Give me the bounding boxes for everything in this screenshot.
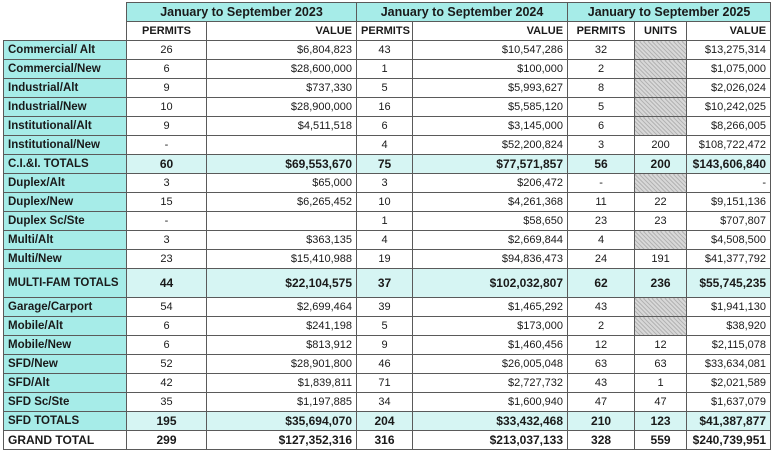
permits-2025-cell: 2 <box>568 60 635 79</box>
permits-2024-cell: 39 <box>357 298 413 317</box>
table-row <box>4 60 771 79</box>
permits-2025-cell: 24 <box>568 250 635 269</box>
value-2023-cell: $737,330 <box>207 79 357 98</box>
row-label: Mobile/New <box>4 336 127 355</box>
value-2023-header: VALUE <box>207 22 357 41</box>
permits-2024-cell: 34 <box>357 393 413 412</box>
value-2025-cell: $9,151,136 <box>687 193 771 212</box>
totals-row <box>4 412 771 431</box>
value-2023-cell: $28,900,000 <box>207 98 357 117</box>
value-2025-cell: $707,807 <box>687 212 771 231</box>
value-2025-cell: $2,026,024 <box>687 79 771 98</box>
totals-row <box>4 155 771 174</box>
permits-2025-cell: 56 <box>568 155 635 174</box>
permits-2023-cell: 42 <box>127 374 207 393</box>
permits-2023-cell: - <box>127 136 207 155</box>
units-2025-cell <box>635 98 687 117</box>
units-2025-cell: 63 <box>635 355 687 374</box>
table-row <box>4 193 771 212</box>
units-2025-cell <box>635 117 687 136</box>
permits-2025-cell: 12 <box>568 336 635 355</box>
permits-2024-cell: 43 <box>357 41 413 60</box>
units-2025-header: UNITS <box>635 22 687 41</box>
table-body <box>4 41 771 450</box>
units-2025-cell: 123 <box>635 412 687 431</box>
table-row <box>4 231 771 250</box>
permits-2024-cell: 6 <box>357 117 413 136</box>
permits-2025-cell: 328 <box>568 431 635 450</box>
value-2025-cell: $2,021,589 <box>687 374 771 393</box>
row-label: Commercial/ Alt <box>4 41 127 60</box>
row-label: MULTI-FAM TOTALS <box>4 269 127 298</box>
row-label: SFD/Alt <box>4 374 127 393</box>
permits-2024-cell: 316 <box>357 431 413 450</box>
units-2025-cell: 12 <box>635 336 687 355</box>
value-2025-cell: $33,634,081 <box>687 355 771 374</box>
permits-2023-cell: 26 <box>127 41 207 60</box>
value-2023-cell: $35,694,070 <box>207 412 357 431</box>
table-row <box>4 212 771 231</box>
permits-2025-cell: 11 <box>568 193 635 212</box>
corner-cell <box>4 22 127 41</box>
table-row <box>4 79 771 98</box>
permits-2024-cell: 4 <box>357 136 413 155</box>
permits-2024-cell: 46 <box>357 355 413 374</box>
value-2024-header: VALUE <box>413 22 568 41</box>
permits-2025-cell: 63 <box>568 355 635 374</box>
table-row <box>4 174 771 193</box>
permits-2023-cell: 23 <box>127 250 207 269</box>
period-2025-header: January to September 2025 <box>568 3 771 22</box>
table-row <box>4 41 771 60</box>
permits-2025-cell: 43 <box>568 374 635 393</box>
value-2024-cell: $173,000 <box>413 317 568 336</box>
permits-2023-cell: 6 <box>127 317 207 336</box>
value-2024-cell: $4,261,368 <box>413 193 568 212</box>
period-header-row <box>4 3 771 22</box>
table-row <box>4 136 771 155</box>
permits-2024-cell: 3 <box>357 174 413 193</box>
permits-2023-header: PERMITS <box>127 22 207 41</box>
permits-2025-cell: 8 <box>568 79 635 98</box>
row-label: Industrial/Alt <box>4 79 127 98</box>
row-label: SFD Sc/Ste <box>4 393 127 412</box>
value-2025-cell: $38,920 <box>687 317 771 336</box>
value-2024-cell: $1,460,456 <box>413 336 568 355</box>
value-2025-cell: $1,941,130 <box>687 298 771 317</box>
column-header-row <box>4 22 771 41</box>
value-2024-cell: $2,727,732 <box>413 374 568 393</box>
units-2025-cell: 1 <box>635 374 687 393</box>
permits-2024-cell: 71 <box>357 374 413 393</box>
units-2025-cell: 22 <box>635 193 687 212</box>
value-2024-cell: $52,200,824 <box>413 136 568 155</box>
value-2024-cell: $100,000 <box>413 60 568 79</box>
permits-2024-cell: 1 <box>357 212 413 231</box>
permits-2025-cell: 23 <box>568 212 635 231</box>
row-label: Duplex Sc/Ste <box>4 212 127 231</box>
value-2023-cell: $22,104,575 <box>207 269 357 298</box>
table-row <box>4 336 771 355</box>
table-row <box>4 117 771 136</box>
permits-table <box>3 2 771 450</box>
value-2023-cell: $28,901,800 <box>207 355 357 374</box>
row-label: Industrial/New <box>4 98 127 117</box>
permits-2023-cell: 6 <box>127 60 207 79</box>
value-2025-cell: $41,387,877 <box>687 412 771 431</box>
row-label: Institutional/New <box>4 136 127 155</box>
value-2025-cell: $108,722,472 <box>687 136 771 155</box>
value-2025-cell: $240,739,951 <box>687 431 771 450</box>
permits-2023-cell: - <box>127 212 207 231</box>
value-2024-cell: $10,547,286 <box>413 41 568 60</box>
value-2025-cell: - <box>687 174 771 193</box>
value-2024-cell: $3,145,000 <box>413 117 568 136</box>
value-2023-cell: $65,000 <box>207 174 357 193</box>
units-2025-cell: 236 <box>635 269 687 298</box>
permits-2025-cell: 5 <box>568 98 635 117</box>
permits-2025-cell: 43 <box>568 298 635 317</box>
value-2023-cell <box>207 136 357 155</box>
permits-2023-cell: 44 <box>127 269 207 298</box>
value-2024-cell: $5,993,627 <box>413 79 568 98</box>
value-2023-cell: $363,135 <box>207 231 357 250</box>
value-2024-cell: $94,836,473 <box>413 250 568 269</box>
table-row <box>4 250 771 269</box>
value-2025-cell: $13,275,314 <box>687 41 771 60</box>
value-2024-cell: $26,005,048 <box>413 355 568 374</box>
permits-2024-cell: 16 <box>357 98 413 117</box>
permits-2023-cell: 52 <box>127 355 207 374</box>
units-2025-cell: 23 <box>635 212 687 231</box>
row-label: SFD/New <box>4 355 127 374</box>
value-2025-cell: $55,745,235 <box>687 269 771 298</box>
permits-2023-cell: 15 <box>127 193 207 212</box>
permits-2023-cell: 299 <box>127 431 207 450</box>
permits-2023-cell: 10 <box>127 98 207 117</box>
units-2025-cell <box>635 60 687 79</box>
grand-total-row <box>4 431 771 450</box>
permits-2023-cell: 54 <box>127 298 207 317</box>
permits-2024-cell: 19 <box>357 250 413 269</box>
permits-2023-cell: 6 <box>127 336 207 355</box>
table-row <box>4 98 771 117</box>
value-2024-cell: $2,669,844 <box>413 231 568 250</box>
units-2025-cell <box>635 317 687 336</box>
row-label: Garage/Carport <box>4 298 127 317</box>
value-2023-cell: $69,553,670 <box>207 155 357 174</box>
permits-2024-cell: 10 <box>357 193 413 212</box>
value-2023-cell <box>207 212 357 231</box>
permits-2024-cell: 9 <box>357 336 413 355</box>
units-2025-cell: 200 <box>635 136 687 155</box>
row-label: Mobile/Alt <box>4 317 127 336</box>
value-2025-cell: $2,115,078 <box>687 336 771 355</box>
permits-2024-cell: 75 <box>357 155 413 174</box>
value-2024-cell: $102,032,807 <box>413 269 568 298</box>
value-2024-cell: $58,650 <box>413 212 568 231</box>
value-2023-cell: $15,410,988 <box>207 250 357 269</box>
row-label: SFD TOTALS <box>4 412 127 431</box>
units-2025-cell <box>635 174 687 193</box>
value-2024-cell: $1,465,292 <box>413 298 568 317</box>
permits-2024-cell: 204 <box>357 412 413 431</box>
permits-2023-cell: 3 <box>127 231 207 250</box>
value-2023-cell: $6,265,452 <box>207 193 357 212</box>
units-2025-cell <box>635 298 687 317</box>
permits-2025-cell: 62 <box>568 269 635 298</box>
value-2023-cell: $1,839,811 <box>207 374 357 393</box>
units-2025-cell: 200 <box>635 155 687 174</box>
permits-2025-cell: 4 <box>568 231 635 250</box>
row-label: Duplex/Alt <box>4 174 127 193</box>
row-label: Commercial/New <box>4 60 127 79</box>
permits-2025-header: PERMITS <box>568 22 635 41</box>
value-2023-cell: $241,198 <box>207 317 357 336</box>
totals-row <box>4 269 771 298</box>
value-2023-cell: $1,197,885 <box>207 393 357 412</box>
value-2023-cell: $2,699,464 <box>207 298 357 317</box>
permits-2024-cell: 37 <box>357 269 413 298</box>
permits-2025-cell: 47 <box>568 393 635 412</box>
value-2023-cell: $4,511,518 <box>207 117 357 136</box>
value-2023-cell: $127,352,316 <box>207 431 357 450</box>
row-label: Multi/New <box>4 250 127 269</box>
table-row <box>4 298 771 317</box>
permits-2024-header: PERMITS <box>357 22 413 41</box>
permits-2024-cell: 4 <box>357 231 413 250</box>
value-2025-cell: $8,266,005 <box>687 117 771 136</box>
permits-2025-cell: 2 <box>568 317 635 336</box>
corner-cell <box>4 3 127 22</box>
value-2025-cell: $10,242,025 <box>687 98 771 117</box>
permits-2023-cell: 9 <box>127 79 207 98</box>
table-row <box>4 374 771 393</box>
permits-2025-cell: 210 <box>568 412 635 431</box>
value-2024-cell: $206,472 <box>413 174 568 193</box>
table-row <box>4 393 771 412</box>
value-2025-cell: $41,377,792 <box>687 250 771 269</box>
units-2025-cell <box>635 79 687 98</box>
period-2024-header: January to September 2024 <box>357 3 568 22</box>
table-row <box>4 317 771 336</box>
units-2025-cell: 559 <box>635 431 687 450</box>
period-2023-header: January to September 2023 <box>127 3 357 22</box>
permits-2025-cell: - <box>568 174 635 193</box>
permits-2025-cell: 6 <box>568 117 635 136</box>
permits-2023-cell: 195 <box>127 412 207 431</box>
value-2024-cell: $77,571,857 <box>413 155 568 174</box>
value-2024-cell: $213,037,133 <box>413 431 568 450</box>
units-2025-cell <box>635 41 687 60</box>
row-label: Duplex/New <box>4 193 127 212</box>
value-2023-cell: $28,600,000 <box>207 60 357 79</box>
table-row <box>4 355 771 374</box>
units-2025-cell <box>635 231 687 250</box>
permits-2023-cell: 9 <box>127 117 207 136</box>
value-2025-cell: $4,508,500 <box>687 231 771 250</box>
value-2023-cell: $813,912 <box>207 336 357 355</box>
units-2025-cell: 191 <box>635 250 687 269</box>
permits-2025-cell: 32 <box>568 41 635 60</box>
value-2024-cell: $5,585,120 <box>413 98 568 117</box>
permits-2023-cell: 35 <box>127 393 207 412</box>
value-2025-header: VALUE <box>687 22 771 41</box>
permits-2023-cell: 3 <box>127 174 207 193</box>
value-2024-cell: $1,600,940 <box>413 393 568 412</box>
permits-2024-cell: 1 <box>357 60 413 79</box>
value-2025-cell: $143,606,840 <box>687 155 771 174</box>
row-label: GRAND TOTAL <box>4 431 127 450</box>
value-2025-cell: $1,637,079 <box>687 393 771 412</box>
permits-2024-cell: 5 <box>357 317 413 336</box>
value-2025-cell: $1,075,000 <box>687 60 771 79</box>
value-2023-cell: $6,804,823 <box>207 41 357 60</box>
permits-2025-cell: 3 <box>568 136 635 155</box>
row-label: C.I.&I. TOTALS <box>4 155 127 174</box>
permits-2024-cell: 5 <box>357 79 413 98</box>
row-label: Multi/Alt <box>4 231 127 250</box>
row-label: Institutional/Alt <box>4 117 127 136</box>
permits-2023-cell: 60 <box>127 155 207 174</box>
units-2025-cell: 47 <box>635 393 687 412</box>
value-2024-cell: $33,432,468 <box>413 412 568 431</box>
